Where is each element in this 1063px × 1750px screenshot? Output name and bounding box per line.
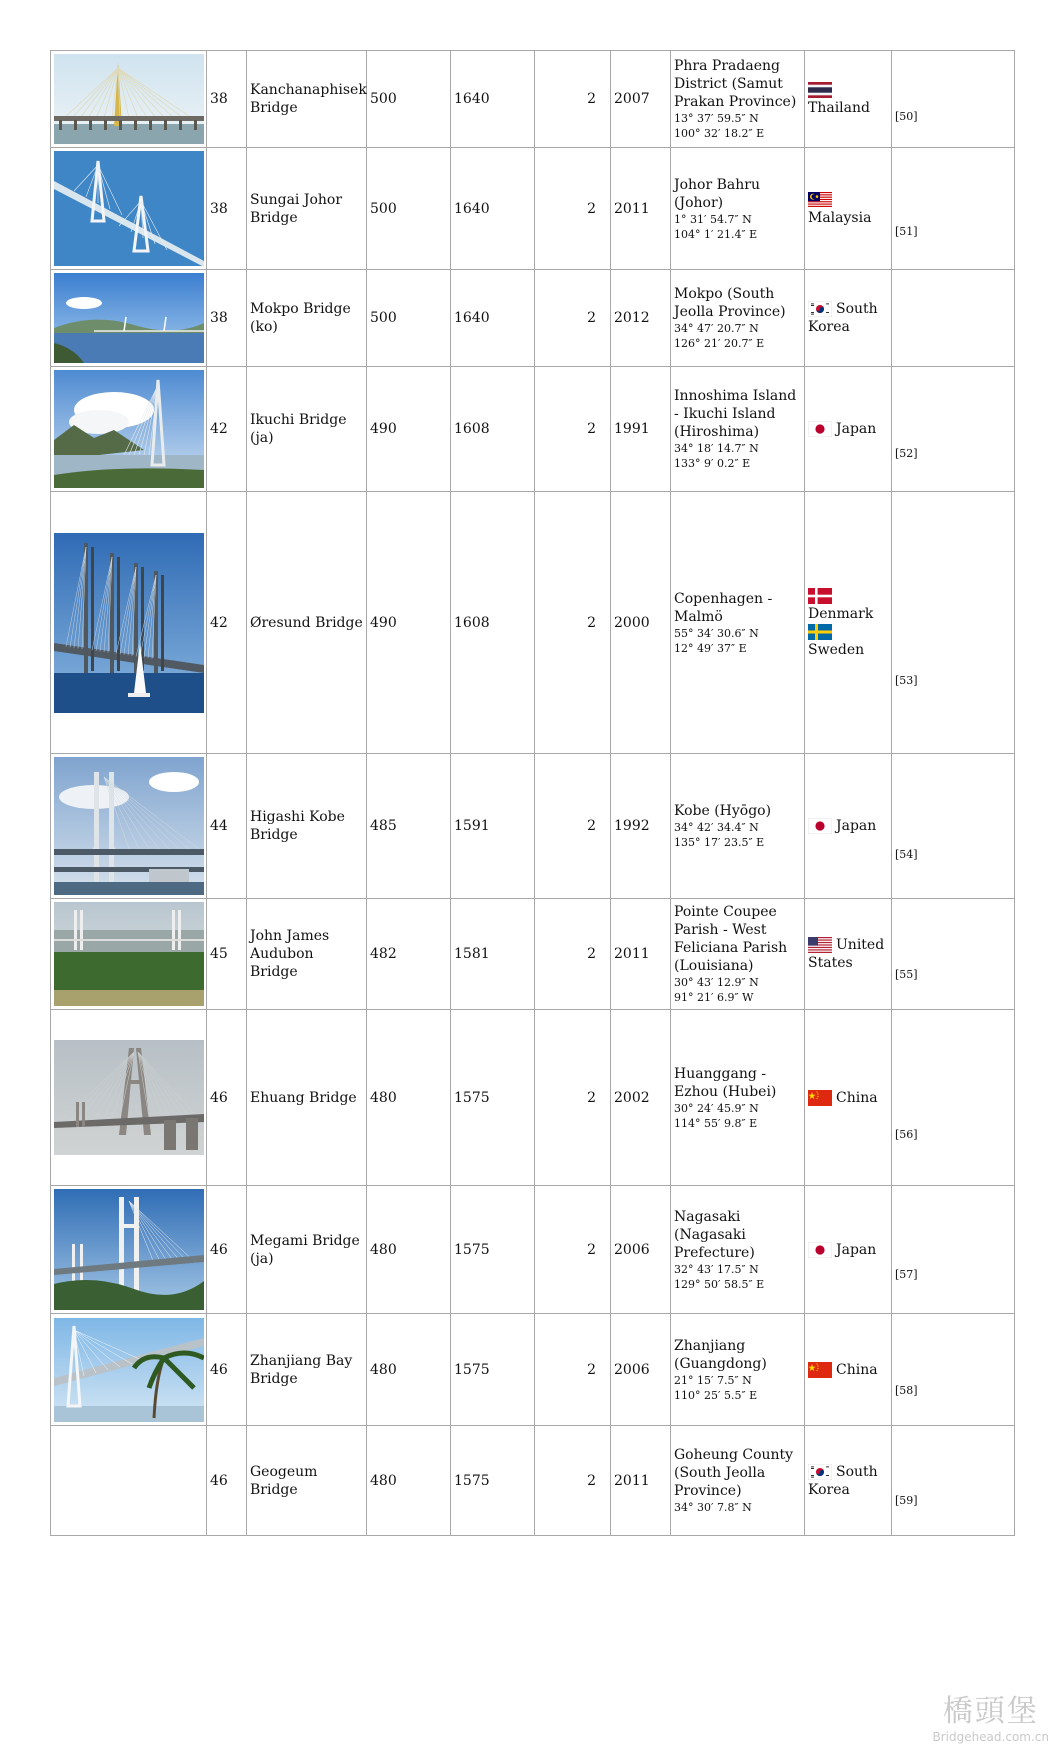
year: 2006 <box>614 1361 650 1378</box>
span-m-cell <box>367 899 451 1010</box>
span-ft-cell <box>451 367 535 492</box>
location-cell <box>671 899 805 1010</box>
table-row <box>51 754 1015 899</box>
rank: 38 <box>210 91 228 107</box>
span-feet: 1591 <box>454 818 490 834</box>
reference-cell <box>892 51 1015 148</box>
location-text: Zhanjiang (Guangdong) <box>674 1337 767 1372</box>
photo-cell <box>51 1186 207 1314</box>
photo-cell <box>51 51 207 148</box>
country-name: China <box>836 1361 878 1378</box>
year: 2000 <box>614 614 650 631</box>
rank-cell <box>207 1186 247 1314</box>
reference-link[interactable]: [51] <box>895 225 918 238</box>
coordinate-lat: 55° 34′ 30.6″ N <box>674 626 759 640</box>
coordinate-lat: 34° 47′ 20.7″ N <box>674 322 759 335</box>
year: 2006 <box>614 1241 650 1258</box>
year-cell <box>611 754 671 899</box>
coordinate-lon: 110° 25′ 5.5″ E <box>674 1388 758 1402</box>
lanes: 2 <box>587 200 596 217</box>
country-cell <box>805 51 892 148</box>
country-entry <box>808 936 888 972</box>
location-text: Pointe Coupee Parish - West Feliciana Parish (Louisiana) <box>674 904 788 974</box>
reference-cell <box>892 148 1015 270</box>
rank-cell <box>207 492 247 754</box>
bridge-photo-ikuchi[interactable] <box>54 370 204 488</box>
reference-cell <box>892 1010 1015 1186</box>
country-entry <box>808 191 888 227</box>
span-m-cell <box>367 148 451 270</box>
location-cell <box>671 367 805 492</box>
name-cell <box>247 899 367 1010</box>
span-m-cell <box>367 754 451 899</box>
span-ft-cell <box>451 270 535 367</box>
country-cell <box>805 1426 892 1536</box>
table-row <box>51 51 1015 148</box>
table-row <box>51 367 1015 492</box>
reference-link[interactable]: [52] <box>895 446 918 460</box>
span-ft-cell <box>451 51 535 148</box>
location-text: Mokpo (South Jeolla Province) <box>674 286 786 320</box>
year-cell <box>611 1314 671 1426</box>
location-cell <box>671 270 805 367</box>
lanes-cell <box>535 367 611 492</box>
country-name: Japan <box>836 421 877 437</box>
reference-link[interactable]: [50] <box>895 109 918 123</box>
year: 2012 <box>614 310 650 326</box>
country-cell <box>805 148 892 270</box>
photo-cell <box>51 270 207 367</box>
rank-cell <box>207 148 247 270</box>
span-feet: 1575 <box>454 1472 490 1489</box>
country-entry <box>808 1089 888 1107</box>
country-cell <box>805 270 892 367</box>
location-cell <box>671 1426 805 1536</box>
rank-cell <box>207 1426 247 1536</box>
lanes: 2 <box>587 1472 596 1489</box>
watermark-site: Bridgehead.com.cn <box>932 1730 1049 1744</box>
lanes-cell <box>535 492 611 754</box>
rank-cell <box>207 899 247 1010</box>
country-name: Denmark <box>808 605 874 622</box>
country-name: Japan <box>836 818 877 834</box>
table-row <box>51 1186 1015 1314</box>
table-row <box>51 1426 1015 1536</box>
bridge-name: Geogeum Bridge <box>250 1463 318 1498</box>
bridge-name: John James Audubon Bridge <box>250 928 330 980</box>
span-feet: 1608 <box>454 614 490 631</box>
photo-cell <box>51 1426 207 1536</box>
country-entry <box>808 587 888 623</box>
lanes: 2 <box>587 614 596 631</box>
bridge-name: Kanchanaphisek Bridge <box>250 82 367 116</box>
reference-link[interactable]: [56] <box>895 1127 918 1141</box>
year-cell <box>611 367 671 492</box>
reference-cell <box>892 899 1015 1010</box>
table-row <box>51 1314 1015 1426</box>
coordinate-lat: 30° 43′ 12.9″ N <box>674 976 759 989</box>
photo-cell <box>51 754 207 899</box>
watermark-chinese: 橋頭堡 <box>942 1694 1039 1729</box>
span-ft-cell <box>451 1314 535 1426</box>
lanes: 2 <box>587 1241 596 1258</box>
location-cell <box>671 754 805 899</box>
country-cell <box>805 1314 892 1426</box>
span-m-cell <box>367 367 451 492</box>
reference-cell <box>892 754 1015 899</box>
name-cell <box>247 51 367 148</box>
reference-link[interactable]: [59] <box>895 1494 918 1507</box>
location-text: Kobe (Hyōgo) <box>674 803 772 819</box>
lanes: 2 <box>587 421 596 437</box>
lanes-cell <box>535 270 611 367</box>
location-cell <box>671 1186 805 1314</box>
bridge-name: Øresund Bridge <box>250 614 363 631</box>
coordinate-lon: 133° 9′ 0.2″ E <box>674 457 751 470</box>
coordinate-lon: 135° 17′ 23.5″ E <box>674 836 765 849</box>
span-m-cell <box>367 1314 451 1426</box>
name-cell <box>247 1010 367 1186</box>
reference-cell <box>892 270 1015 367</box>
china-flag-icon <box>808 1090 832 1106</box>
coordinate-lat: 34° 42′ 34.4″ N <box>674 821 759 834</box>
span-m-cell <box>367 51 451 148</box>
rank-cell <box>207 270 247 367</box>
coordinate-lon: 129° 50′ 58.5″ E <box>674 1277 765 1291</box>
year-cell <box>611 270 671 367</box>
span-meters: 480 <box>370 1089 397 1106</box>
table-row <box>51 899 1015 1010</box>
span-meters: 500 <box>370 91 397 107</box>
lanes: 2 <box>587 818 596 834</box>
bridge-photo-oresund[interactable] <box>54 533 204 713</box>
reference-link[interactable]: [58] <box>895 1383 918 1397</box>
bridge-photo-mokpo[interactable] <box>54 273 204 363</box>
name-cell <box>247 148 367 270</box>
year: 2011 <box>614 946 650 962</box>
photo-cell <box>51 899 207 1010</box>
lanes: 2 <box>587 310 596 326</box>
span-feet: 1575 <box>454 1361 490 1378</box>
location-cell <box>671 148 805 270</box>
location-text: Huanggang - Ezhou (Hubei) <box>674 1065 777 1100</box>
lanes-cell <box>535 1426 611 1536</box>
country-entry <box>808 817 888 835</box>
year-cell <box>611 51 671 148</box>
name-cell <box>247 754 367 899</box>
rank: 46 <box>210 1241 228 1258</box>
span-feet: 1640 <box>454 310 490 326</box>
lanes-cell <box>535 1186 611 1314</box>
country-name: United States <box>808 937 885 971</box>
year-cell <box>611 1010 671 1186</box>
year-cell <box>611 1426 671 1536</box>
location-text: Johor Bahru (Johor) <box>674 176 760 211</box>
lanes: 2 <box>587 1361 596 1378</box>
lanes-cell <box>535 754 611 899</box>
coordinate-lat: 34° 18′ 14.7″ N <box>674 442 759 455</box>
lanes: 2 <box>587 946 596 962</box>
rank: 46 <box>210 1361 228 1378</box>
rank-cell <box>207 367 247 492</box>
photo-cell <box>51 492 207 754</box>
rank: 46 <box>210 1089 228 1106</box>
rank: 44 <box>210 818 228 834</box>
year: 2011 <box>614 1472 650 1489</box>
bridge-photo-megami[interactable] <box>54 1189 204 1310</box>
span-meters: 480 <box>370 1472 397 1489</box>
country-entry <box>808 1361 888 1379</box>
bridge-name: Mokpo Bridge (ko) <box>250 301 351 335</box>
name-cell <box>247 1314 367 1426</box>
bridge-name: Sungai Johor Bridge <box>250 191 343 226</box>
country-name: Malaysia <box>808 209 872 226</box>
span-feet: 1608 <box>454 421 490 437</box>
coordinate-lon: 104° 1′ 21.4″ E <box>674 227 758 241</box>
reference-cell <box>892 492 1015 754</box>
rank: 45 <box>210 946 228 962</box>
rank: 38 <box>210 200 228 217</box>
span-meters: 490 <box>370 614 397 631</box>
country-entry <box>808 1241 888 1259</box>
country-entry <box>808 1463 888 1499</box>
year-cell <box>611 148 671 270</box>
bridge-name: Ehuang Bridge <box>250 1089 357 1106</box>
lanes-cell <box>535 1314 611 1426</box>
bridge-photo-audubon[interactable] <box>54 902 204 1006</box>
table-row <box>51 270 1015 367</box>
location-cell <box>671 51 805 148</box>
span-meters: 485 <box>370 818 397 834</box>
country-name: Japan <box>836 1241 877 1258</box>
span-meters: 500 <box>370 310 397 326</box>
location-text: Phra Pradaeng District (Samut Prakan Province) <box>674 58 797 110</box>
country-entry <box>808 420 888 438</box>
span-ft-cell <box>451 1426 535 1536</box>
coordinate-lat: 21° 15′ 7.5″ N <box>674 1373 752 1387</box>
lanes-cell <box>535 148 611 270</box>
bridge-photo-kanchanaphisek[interactable] <box>54 54 204 144</box>
sweden-flag-icon <box>808 624 832 640</box>
japan-flag-icon <box>808 421 832 437</box>
country-cell <box>805 754 892 899</box>
coordinate-lat: 34° 30′ 7.8″ N <box>674 1501 752 1514</box>
span-feet: 1640 <box>454 91 490 107</box>
bridge-photo-sungai-johor[interactable] <box>54 151 204 266</box>
span-feet: 1640 <box>454 200 490 217</box>
span-ft-cell <box>451 492 535 754</box>
bridge-name: Higashi Kobe Bridge <box>250 809 345 843</box>
country-name: Thailand <box>808 100 870 116</box>
reference-link[interactable]: [53] <box>895 674 918 687</box>
coordinate-lat: 13° 37′ 59.5″ N <box>674 112 759 125</box>
span-meters: 500 <box>370 200 397 217</box>
span-ft-cell <box>451 148 535 270</box>
span-m-cell <box>367 492 451 754</box>
span-m-cell <box>367 1010 451 1186</box>
year-cell <box>611 492 671 754</box>
country-cell <box>805 1186 892 1314</box>
name-cell <box>247 270 367 367</box>
photo-cell <box>51 1314 207 1426</box>
photo-cell <box>51 1010 207 1186</box>
year-cell <box>611 1186 671 1314</box>
japan-flag-icon <box>808 1242 832 1258</box>
rank-cell <box>207 51 247 148</box>
reference-cell <box>892 1426 1015 1536</box>
table-row <box>51 148 1015 270</box>
country-name: South Korea <box>808 301 878 335</box>
lanes: 2 <box>587 91 596 107</box>
rank: 42 <box>210 614 228 631</box>
bridge-name: Megami Bridge (ja) <box>250 1232 360 1267</box>
location-text: Goheung County (South Jeolla Province) <box>674 1447 794 1499</box>
span-feet: 1575 <box>454 1241 490 1258</box>
thailand-flag-icon <box>808 82 832 98</box>
location-text: Copenhagen - Malmö <box>674 590 773 625</box>
bridge-table <box>50 50 1015 1536</box>
table-row <box>51 492 1015 754</box>
span-meters: 490 <box>370 421 397 437</box>
rank-cell <box>207 754 247 899</box>
lanes-cell <box>535 1010 611 1186</box>
rank-cell <box>207 1010 247 1186</box>
year: 1991 <box>614 421 650 437</box>
country-entry <box>808 623 888 659</box>
location-cell <box>671 1010 805 1186</box>
rank-cell <box>207 1314 247 1426</box>
year: 2011 <box>614 200 650 217</box>
reference-link[interactable]: [55] <box>895 968 918 981</box>
country-name: South Korea <box>808 1463 878 1498</box>
year: 2002 <box>614 1089 650 1106</box>
country-entry <box>808 81 888 117</box>
location-cell <box>671 1314 805 1426</box>
year-cell <box>611 899 671 1010</box>
watermark <box>932 1686 1049 1744</box>
photo-cell <box>51 148 207 270</box>
span-m-cell <box>367 270 451 367</box>
coordinate-lon: 100° 32′ 18.2″ E <box>674 127 765 140</box>
country-name: Sweden <box>808 641 865 658</box>
bridge-photo-ehuang[interactable] <box>54 1040 204 1155</box>
span-ft-cell <box>451 1186 535 1314</box>
span-feet: 1575 <box>454 1089 490 1106</box>
bridge-photo-zhanjiang[interactable] <box>54 1318 204 1422</box>
span-ft-cell <box>451 754 535 899</box>
country-entry <box>808 300 888 336</box>
name-cell <box>247 492 367 754</box>
coordinate-lon: 114° 55′ 9.8″ E <box>674 1116 758 1130</box>
span-meters: 482 <box>370 946 397 962</box>
reference-cell <box>892 1314 1015 1426</box>
coordinate-lon: 91° 21′ 6.9″ W <box>674 991 754 1004</box>
lanes-cell <box>535 899 611 1010</box>
name-cell <box>247 1186 367 1314</box>
lanes: 2 <box>587 1089 596 1106</box>
photo-cell <box>51 367 207 492</box>
bridge-name: Zhanjiang Bay Bridge <box>250 1352 353 1387</box>
denmark-flag-icon <box>808 588 832 604</box>
country-cell <box>805 492 892 754</box>
japan-flag-icon <box>808 818 832 834</box>
location-text: Nagasaki (Nagasaki Prefecture) <box>674 1208 755 1261</box>
bridge-name: Ikuchi Bridge (ja) <box>250 412 347 446</box>
rank: 38 <box>210 310 228 326</box>
coordinate-lat: 30° 24′ 45.9″ N <box>674 1101 759 1115</box>
location-cell <box>671 492 805 754</box>
span-ft-cell <box>451 899 535 1010</box>
coordinate-lat: 32° 43′ 17.5″ N <box>674 1262 759 1276</box>
span-feet: 1581 <box>454 946 490 962</box>
table-row <box>51 1010 1015 1186</box>
country-name: China <box>836 1089 878 1106</box>
lanes-cell <box>535 51 611 148</box>
malaysia-flag-icon <box>808 192 832 208</box>
span-m-cell <box>367 1426 451 1536</box>
span-m-cell <box>367 1186 451 1314</box>
year: 2007 <box>614 91 650 107</box>
rank: 46 <box>210 1472 228 1489</box>
coordinate-lon: 126° 21′ 20.7″ E <box>674 337 765 350</box>
united-states-flag-icon <box>808 937 832 953</box>
south-korea-flag-icon <box>808 1464 832 1480</box>
location-text: Innoshima Island - Ikuchi Island (Hiroshima) <box>674 388 797 440</box>
bridge-photo-higashi-kobe[interactable] <box>54 757 204 895</box>
country-cell <box>805 899 892 1010</box>
coordinate-lon: 12° 49′ 37″ E <box>674 641 747 655</box>
span-meters: 480 <box>370 1361 397 1378</box>
span-meters: 480 <box>370 1241 397 1258</box>
reference-link[interactable]: [57] <box>895 1267 918 1281</box>
rank: 42 <box>210 421 228 437</box>
south-korea-flag-icon <box>808 301 832 317</box>
country-cell <box>805 367 892 492</box>
span-ft-cell <box>451 1010 535 1186</box>
reference-cell <box>892 1186 1015 1314</box>
reference-cell <box>892 367 1015 492</box>
reference-link[interactable]: [54] <box>895 848 918 861</box>
name-cell <box>247 1426 367 1536</box>
year: 1992 <box>614 818 650 834</box>
country-cell <box>805 1010 892 1186</box>
name-cell <box>247 367 367 492</box>
china-flag-icon <box>808 1362 832 1378</box>
coordinate-lat: 1° 31′ 54.7″ N <box>674 212 752 226</box>
